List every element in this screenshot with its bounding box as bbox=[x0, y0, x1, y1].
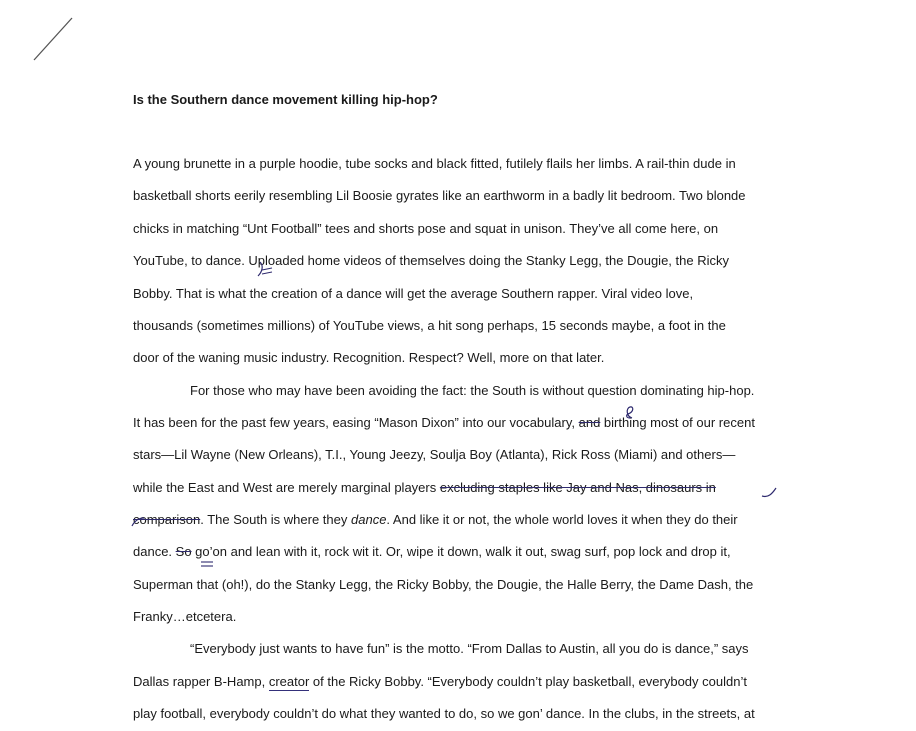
italic-text: dance bbox=[351, 512, 387, 527]
text-segment: of the Ricky Bobby. “Everybody couldn’t play basketball, everybody couldn’t bbox=[309, 674, 747, 689]
text-line bbox=[133, 415, 755, 431]
text-segment: go’on and lean with it, rock wit it. Or, wipe it down, walk it out, swag surf, pop lock and drop it, bbox=[191, 544, 731, 559]
page-title: Is the Southern dance movement killing hip-hop? bbox=[133, 92, 438, 107]
text-line bbox=[133, 674, 747, 690]
pen-curve-mark bbox=[760, 486, 780, 502]
text-line: “Everybody just wants to have fun” is the motto. “From Dallas to Austin, all you do is dance,” says bbox=[190, 641, 749, 656]
text-segment: . Uploaded home videos of themselves doing the Stanky Legg, the Dougie, the Ricky bbox=[241, 253, 729, 268]
text-line: A young brunette in a purple hoodie, tube socks and black fitted, futilely flails her limbs. A rail-thin dude in bbox=[133, 156, 736, 171]
struck-text: So bbox=[175, 544, 192, 559]
text-segment: YouTube, to dance bbox=[133, 253, 242, 268]
text-segment: . And like it or not, the whole world loves it when they do their bbox=[386, 512, 738, 527]
struck-text: and bbox=[578, 415, 601, 430]
text-line: Franky…etcetera. bbox=[133, 609, 237, 624]
text-segment: Dallas rapper B-Hamp, bbox=[133, 674, 269, 689]
text-line: chicks in matching “Unt Football” tees and shorts pose and squat in unison. They’ve all come here, on bbox=[133, 221, 719, 236]
text-line: play football, everybody couldn’t do what they wanted to do, so we gon’ dance. In the clubs, in the streets, at bbox=[133, 706, 755, 721]
text-line: thousands (sometimes millions) of YouTube views, a hit song perhaps, 15 seconds maybe, a foot in the bbox=[133, 318, 726, 333]
text-segment: dance. bbox=[133, 544, 176, 559]
text-line: stars—Lil Wayne (New Orleans), T.I., Young Jeezy, Soulja Boy (Atlanta), Rick Ross (Miami) and others— bbox=[133, 447, 736, 462]
text-segment: It has been for the past few years, easing “Mason Dixon” into our vocabulary, bbox=[133, 415, 579, 430]
underlined-text: creator bbox=[268, 674, 310, 689]
text-line: Superman that (oh!), do the Stanky Legg, the Ricky Bobby, the Dougie, the Halle Berry, the Dame Dash, the bbox=[133, 577, 754, 592]
struck-text: comparison bbox=[133, 512, 201, 527]
text-line bbox=[133, 253, 729, 269]
struck-text: excluding staples like Jay and Nas, dinosaurs in bbox=[439, 480, 716, 495]
text-line bbox=[133, 544, 731, 560]
text-segment: while the East and West are merely marginal players bbox=[133, 480, 440, 495]
text-line: Bobby. That is what the creation of a dance will get the average Southern rapper. Viral video love, bbox=[133, 286, 694, 301]
text-line: basketball shorts eerily resembling Lil Boosie gyrates like an earthworm in a badly lit bedroom. Two blonde bbox=[133, 188, 746, 203]
pen-slash-mark bbox=[28, 14, 78, 64]
text-line: For those who may have been avoiding the fact: the South is without question dominating hip-hop. bbox=[190, 383, 755, 398]
text-line bbox=[133, 512, 738, 528]
text-line: door of the waning music industry. Recognition. Respect? Well, more on that later. bbox=[133, 350, 605, 365]
text-segment: . The South is where they bbox=[200, 512, 351, 527]
text-line bbox=[133, 480, 716, 496]
text-segment: birthing most of our recent bbox=[600, 415, 755, 430]
